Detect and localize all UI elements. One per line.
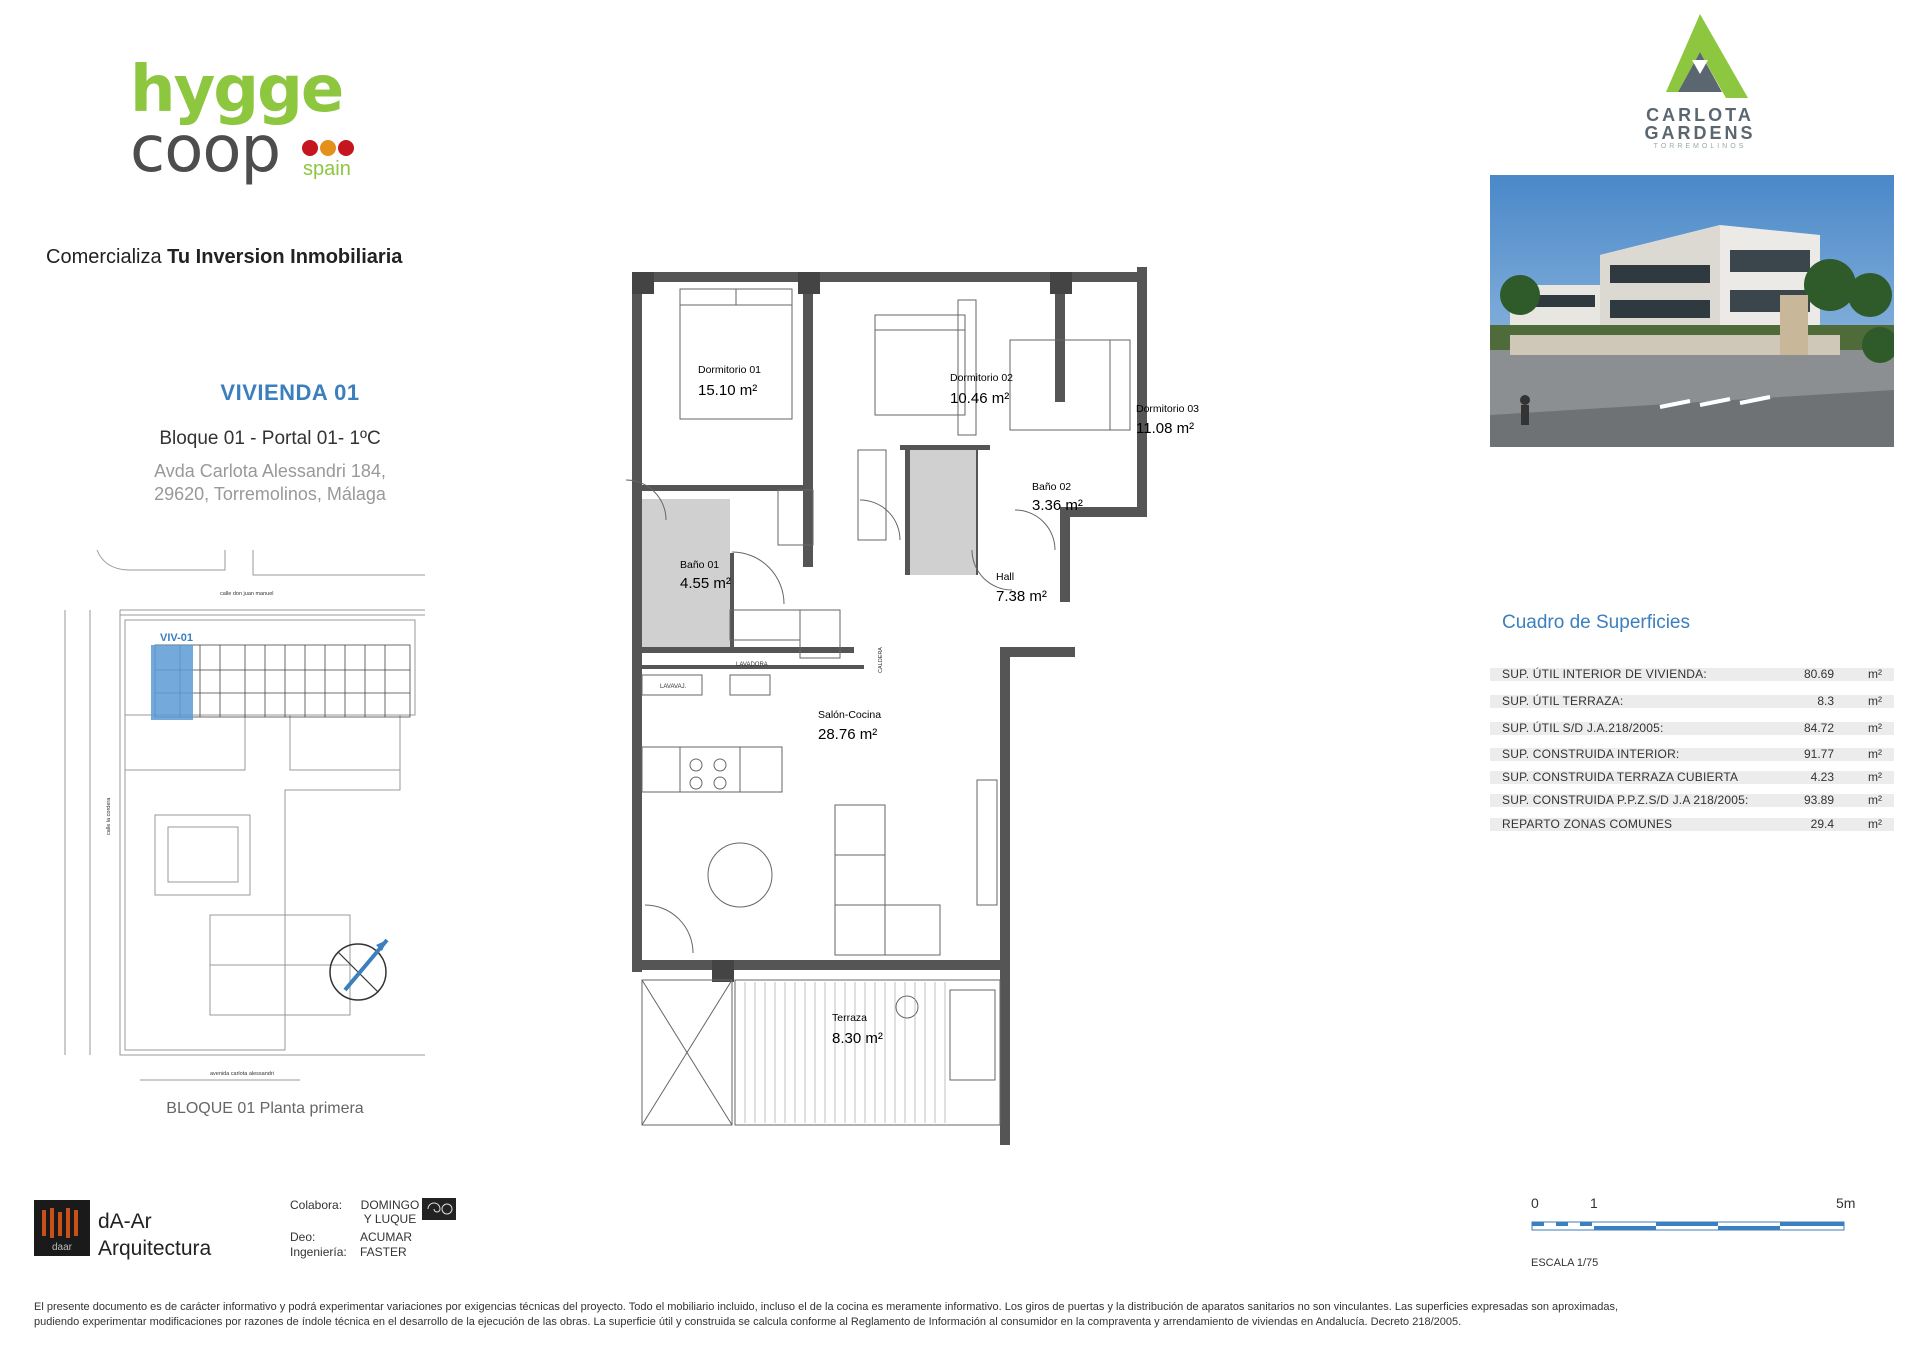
scale-label-0: 0 [1531, 1196, 1539, 1211]
floor-plan [620, 255, 1280, 1145]
sup-label: SUP. CONSTRUIDA INTERIOR: [1502, 747, 1680, 761]
sup-value: 91.77 [1803, 747, 1834, 761]
superficies-row [1490, 794, 1894, 807]
deco-value: ACUMAR [360, 1230, 413, 1244]
room-dormitorio-01-name: Dormitorio 01 [698, 364, 762, 376]
lavavaj-label: LAVAVAJ. [660, 684, 687, 690]
logo-dot-red [302, 140, 318, 156]
street-top: calle don juan manuel [220, 591, 274, 597]
scale-label-5m: 5m [1836, 1196, 1856, 1211]
ingenieria-value: FASTER [360, 1245, 407, 1259]
superficies-row [1490, 748, 1894, 761]
ingenieria-label: Ingeniería: [290, 1245, 347, 1259]
carlota-gardens-location: TORREMOLINOS [1653, 143, 1747, 150]
marketing-line [46, 246, 402, 269]
sup-label: SUP. CONSTRUIDA P.P.Z.S/D J.A 218/2005: [1502, 793, 1749, 807]
sup-unit: m² [1868, 721, 1882, 735]
room-bano-02-name: Baño 02 [1032, 481, 1072, 493]
room-dormitorio-03-area: 11.08 m² [1136, 420, 1195, 437]
sup-unit: m² [1868, 667, 1882, 681]
caldera-label: CALDERA [878, 647, 884, 673]
room-hall-area: 7.38 m² [996, 588, 1047, 605]
lavadora-label: LAVADORA [736, 662, 768, 668]
disclaimer [34, 1300, 1894, 1330]
furniture [626, 289, 1130, 1125]
disclaimer-line-2: pudiendo experimentar modificaciones por razones de índole técnica en el desarrollo de la ejecución de las obras. La superficie útil y construida se calcula conforme al Reglamento de Información al consumidor en la compraventa y arrendamiento de viviendas en Andalucía. Decreto 218/2005. [34, 1316, 1462, 1328]
building-render-image [1490, 175, 1894, 447]
room-bano-01-name: Baño 01 [680, 559, 720, 571]
deco-label: Deo: [290, 1230, 316, 1244]
sup-label: REPARTO ZONAS COMUNES [1502, 817, 1673, 831]
superficies-row [1490, 722, 1894, 735]
room-bano-02-area: 3.36 m² [1032, 497, 1083, 514]
room-dormitorio-02-name: Dormitorio 02 [950, 372, 1014, 384]
carlota-gardens-logo-icon [1648, 12, 1752, 102]
site-plan-caption: BLOQUE 01 Planta primera [166, 1100, 364, 1117]
street-left: calle la cordera [106, 797, 112, 835]
sup-value: 93.89 [1803, 793, 1834, 807]
domingo-luque-logo-icon [422, 1198, 456, 1220]
sup-label: SUP. CONSTRUIDA TERRAZA CUBIERTA [1502, 770, 1739, 784]
unit-subtitle: Bloque 01 - Portal 01- 1ºC [159, 428, 381, 449]
unit-tag: VIV-01 [160, 632, 194, 644]
room-terraza-area: 8.30 m² [832, 1030, 883, 1047]
sup-value: 29.4 [1810, 817, 1834, 831]
room-dormitorio-01-area: 15.10 m² [698, 382, 758, 399]
unit-address [90, 460, 450, 506]
sup-unit: m² [1868, 694, 1882, 708]
superficies-row [1490, 771, 1894, 784]
bath-01-floor [642, 499, 730, 647]
logo-dot-orange [320, 140, 336, 156]
compass-icon [330, 940, 387, 1000]
architect-name [98, 1208, 211, 1262]
sup-unit: m² [1868, 770, 1882, 784]
scale-bar [1528, 1196, 1868, 1236]
carlota-gardens-name: CARLOTA GARDENS [1644, 105, 1756, 143]
sup-unit: m² [1868, 817, 1882, 831]
room-dormitorio-03-name: Dormitorio 03 [1136, 403, 1200, 415]
disclaimer-line-1: El presente documento es de carácter informativo y podrá experimentar variaciones por exigencias técnicas del proyecto. Todo el mobiliario incluido, incluso el de la cocina es meramente informativo. Los giros de puertas y la distribución de aparatos sanitarios no son vinculantes. Las superficies expresadas son aproximadas, [34, 1301, 1619, 1313]
sup-label: SUP. ÚTIL INTERIOR DE VIVIENDA: [1502, 667, 1707, 681]
highlighted-unit [151, 645, 193, 720]
architect-line-1: dA-Ar [98, 1210, 152, 1233]
street-bottom: avenida carlota alessandri [210, 1071, 274, 1077]
room-salon-cocina-area: 28.76 m² [818, 726, 878, 743]
sup-unit: m² [1868, 793, 1882, 807]
superficies-title: Cuadro de Superficies [1502, 612, 1690, 633]
superficies-row [1490, 818, 1894, 831]
colabora-label: Colabora: [290, 1198, 343, 1212]
logo-dot-red [338, 140, 354, 156]
room-dormitorio-02-area: 10.46 m² [950, 390, 1010, 407]
terrace-deck [745, 982, 945, 1123]
sup-label: SUP. ÚTIL TERRAZA: [1502, 694, 1624, 708]
room-hall-name: Hall [996, 571, 1015, 583]
superficies-row [1490, 668, 1894, 681]
site-plan [60, 545, 440, 1095]
hygge-logo-text: hygge [130, 53, 343, 127]
spain-logo-text: spain [303, 158, 351, 180]
sup-unit: m² [1868, 747, 1882, 761]
sup-label: SUP. ÚTIL S/D J.A.218/2005: [1502, 721, 1664, 735]
unit-title: VIVIENDA 01 [220, 380, 360, 405]
sup-value: 8.3 [1817, 694, 1834, 708]
superficies-row [1490, 695, 1894, 708]
sup-value: 80.69 [1803, 667, 1834, 681]
sup-value: 4.23 [1810, 770, 1834, 784]
daar-logo-icon [34, 1200, 90, 1256]
colabora-value: DOMINGO Y LUQUE [360, 1198, 420, 1226]
scale-text: ESCALA 1/75 [1531, 1257, 1599, 1269]
room-bano-01-area: 4.55 m² [680, 575, 731, 592]
bath-02-floor [910, 450, 976, 575]
daar-logo-text: daar [51, 1242, 73, 1253]
room-salon-cocina-name: Salón-Cocina [818, 709, 882, 721]
sup-value: 84.72 [1803, 721, 1834, 735]
architect-line-2: Arquitectura [98, 1237, 212, 1260]
room-terraza-name: Terraza [832, 1012, 868, 1024]
scale-label-1: 1 [1590, 1196, 1598, 1211]
marketing-company: Tu Inversion Inmobiliaria [167, 246, 403, 268]
marketing-prefix: Comercializa [46, 246, 162, 268]
address-line-1: Avda Carlota Alessandri 184, [154, 461, 386, 481]
address-line-2: 29620, Torremolinos, Málaga [154, 484, 386, 504]
coop-logo-text: coop [130, 113, 281, 187]
